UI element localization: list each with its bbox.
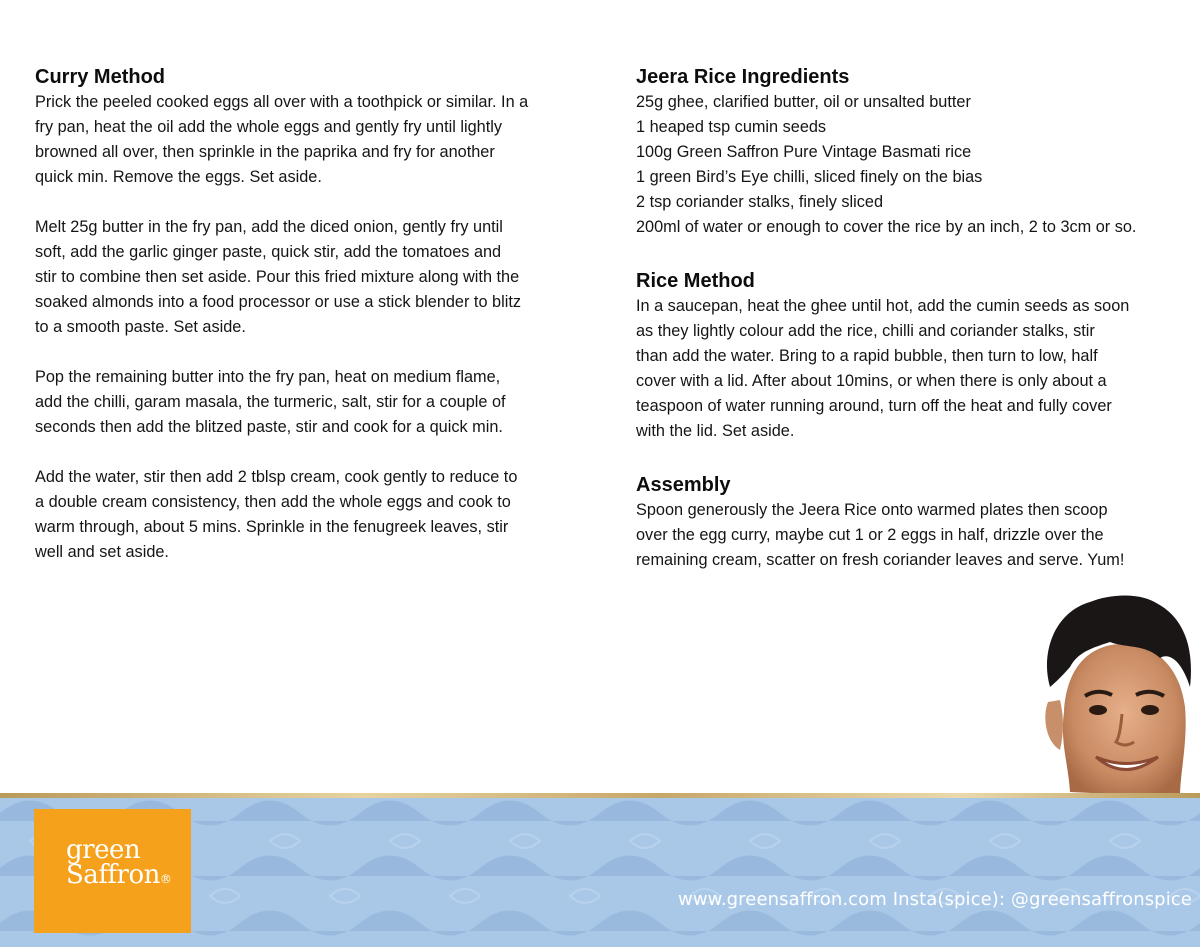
footer-gold-border [0,793,1200,798]
registered-mark: ® [159,872,172,886]
assembly-section [636,472,1192,573]
text-line: to a smooth paste. Set aside. [35,318,246,336]
curry-paragraph-1 [35,90,595,190]
text-line: soaked almonds into a food processor or use a stick blender to blitz [35,293,521,311]
curry-paragraph-4 [35,465,595,565]
text-line: add the chilli, garam masala, the turmeric, salt, stir for a couple of [35,393,506,411]
assembly-text [636,498,1192,573]
ear-shape [1045,700,1063,750]
text-line: quick min. Remove the eggs. Set aside. [35,168,322,186]
text-line: Spoon generously the Jeera Rice onto warmed plates then scoop [636,501,1108,519]
curry-paragraph-2 [35,215,595,340]
text-line: seconds then add the blitzed paste, stir and cook for a quick min. [35,418,503,436]
ingredient-line: 2 tsp coriander stalks, finely sliced [636,193,884,211]
text-line: warm through, about 5 mins. Sprinkle in the fenugreek leaves, stir [35,518,509,536]
jeera-rice-ingredients-section [636,64,1192,240]
eye-right [1141,705,1159,715]
ingredient-line: 25g ghee, clarified butter, oil or unsalted butter [636,93,971,111]
jeera-rice-ingredients-heading: Jeera Rice Ingredients [636,66,850,88]
chef-photo [1030,592,1195,797]
text-line: Prick the peeled cooked eggs all over with a toothpick or similar. In a [35,93,529,111]
text-line: over the egg curry, maybe cut 1 or 2 eggs in half, drizzle over the [636,526,1104,544]
ingredient-line: 1 heaped tsp cumin seeds [636,118,827,136]
curry-method-section [35,64,595,565]
logo-saffron-text: Saffron [66,860,160,890]
rice-method-section [636,268,1192,444]
text-line: Pop the remaining butter into the fry pan, heat on medium flame, [35,368,501,386]
text-line: fry pan, heat the oil add the whole eggs and gently fry until lightly [35,118,503,136]
eye-left [1089,705,1107,715]
assembly-heading: Assembly [636,474,731,496]
text-line: teaspoon of water running around, turn off the heat and fully cover [636,397,1112,415]
ingredient-line: 1 green Bird’s Eye chilli, sliced finely on the bias [636,168,983,186]
curry-paragraph-3 [35,365,595,440]
text-line: browned all over, then sprinkle in the paprika and fry for another [35,143,495,161]
ingredient-line: 200ml of water or enough to cover the rice by an inch, 2 to 3cm or so. [636,218,1137,236]
right-column [636,64,1192,573]
footer-contact-text: www.greensaffron.com Insta(spice): @greensaffronspice [678,889,1192,910]
text-line: Melt 25g butter in the fry pan, add the diced onion, gently fry until [35,218,503,236]
ingredients-list [636,90,1192,240]
logo-line-green: green [66,835,141,865]
text-line: remaining cream, scatter on fresh coriander leaves and serve. Yum! [636,551,1125,569]
text-line: In a saucepan, heat the ghee until hot, add the cumin seeds as soon [636,297,1130,315]
rice-method-heading: Rice Method [636,270,755,292]
text-line: well and set aside. [35,543,169,561]
face-shape [1063,644,1186,797]
curry-method-heading: Curry Method [35,66,165,88]
text-line: Add the water, stir then add 2 tblsp cream, cook gently to reduce to [35,468,518,486]
text-line: a double cream consistency, then add the whole eggs and cook to [35,493,511,511]
left-column [35,64,595,565]
text-line: stir to combine then set aside. Pour this fried mixture along with the [35,268,520,286]
text-line: cover with a lid. After about 10mins, or when there is only about a [636,372,1107,390]
logo-wordmark [66,835,172,892]
logo-line-saffron [66,860,172,892]
text-line: soft, add the garlic ginger paste, quick stir, add the tomatoes and [35,243,502,261]
ingredient-line: 100g Green Saffron Pure Vintage Basmati rice [636,143,972,161]
text-line: with the lid. Set aside. [636,422,795,440]
text-line: as they lightly colour add the rice, chilli and coriander stalks, stir [636,322,1095,340]
text-line: than add the water. Bring to a rapid bubble, then turn to low, half [636,347,1098,365]
rice-method-text [636,294,1192,444]
